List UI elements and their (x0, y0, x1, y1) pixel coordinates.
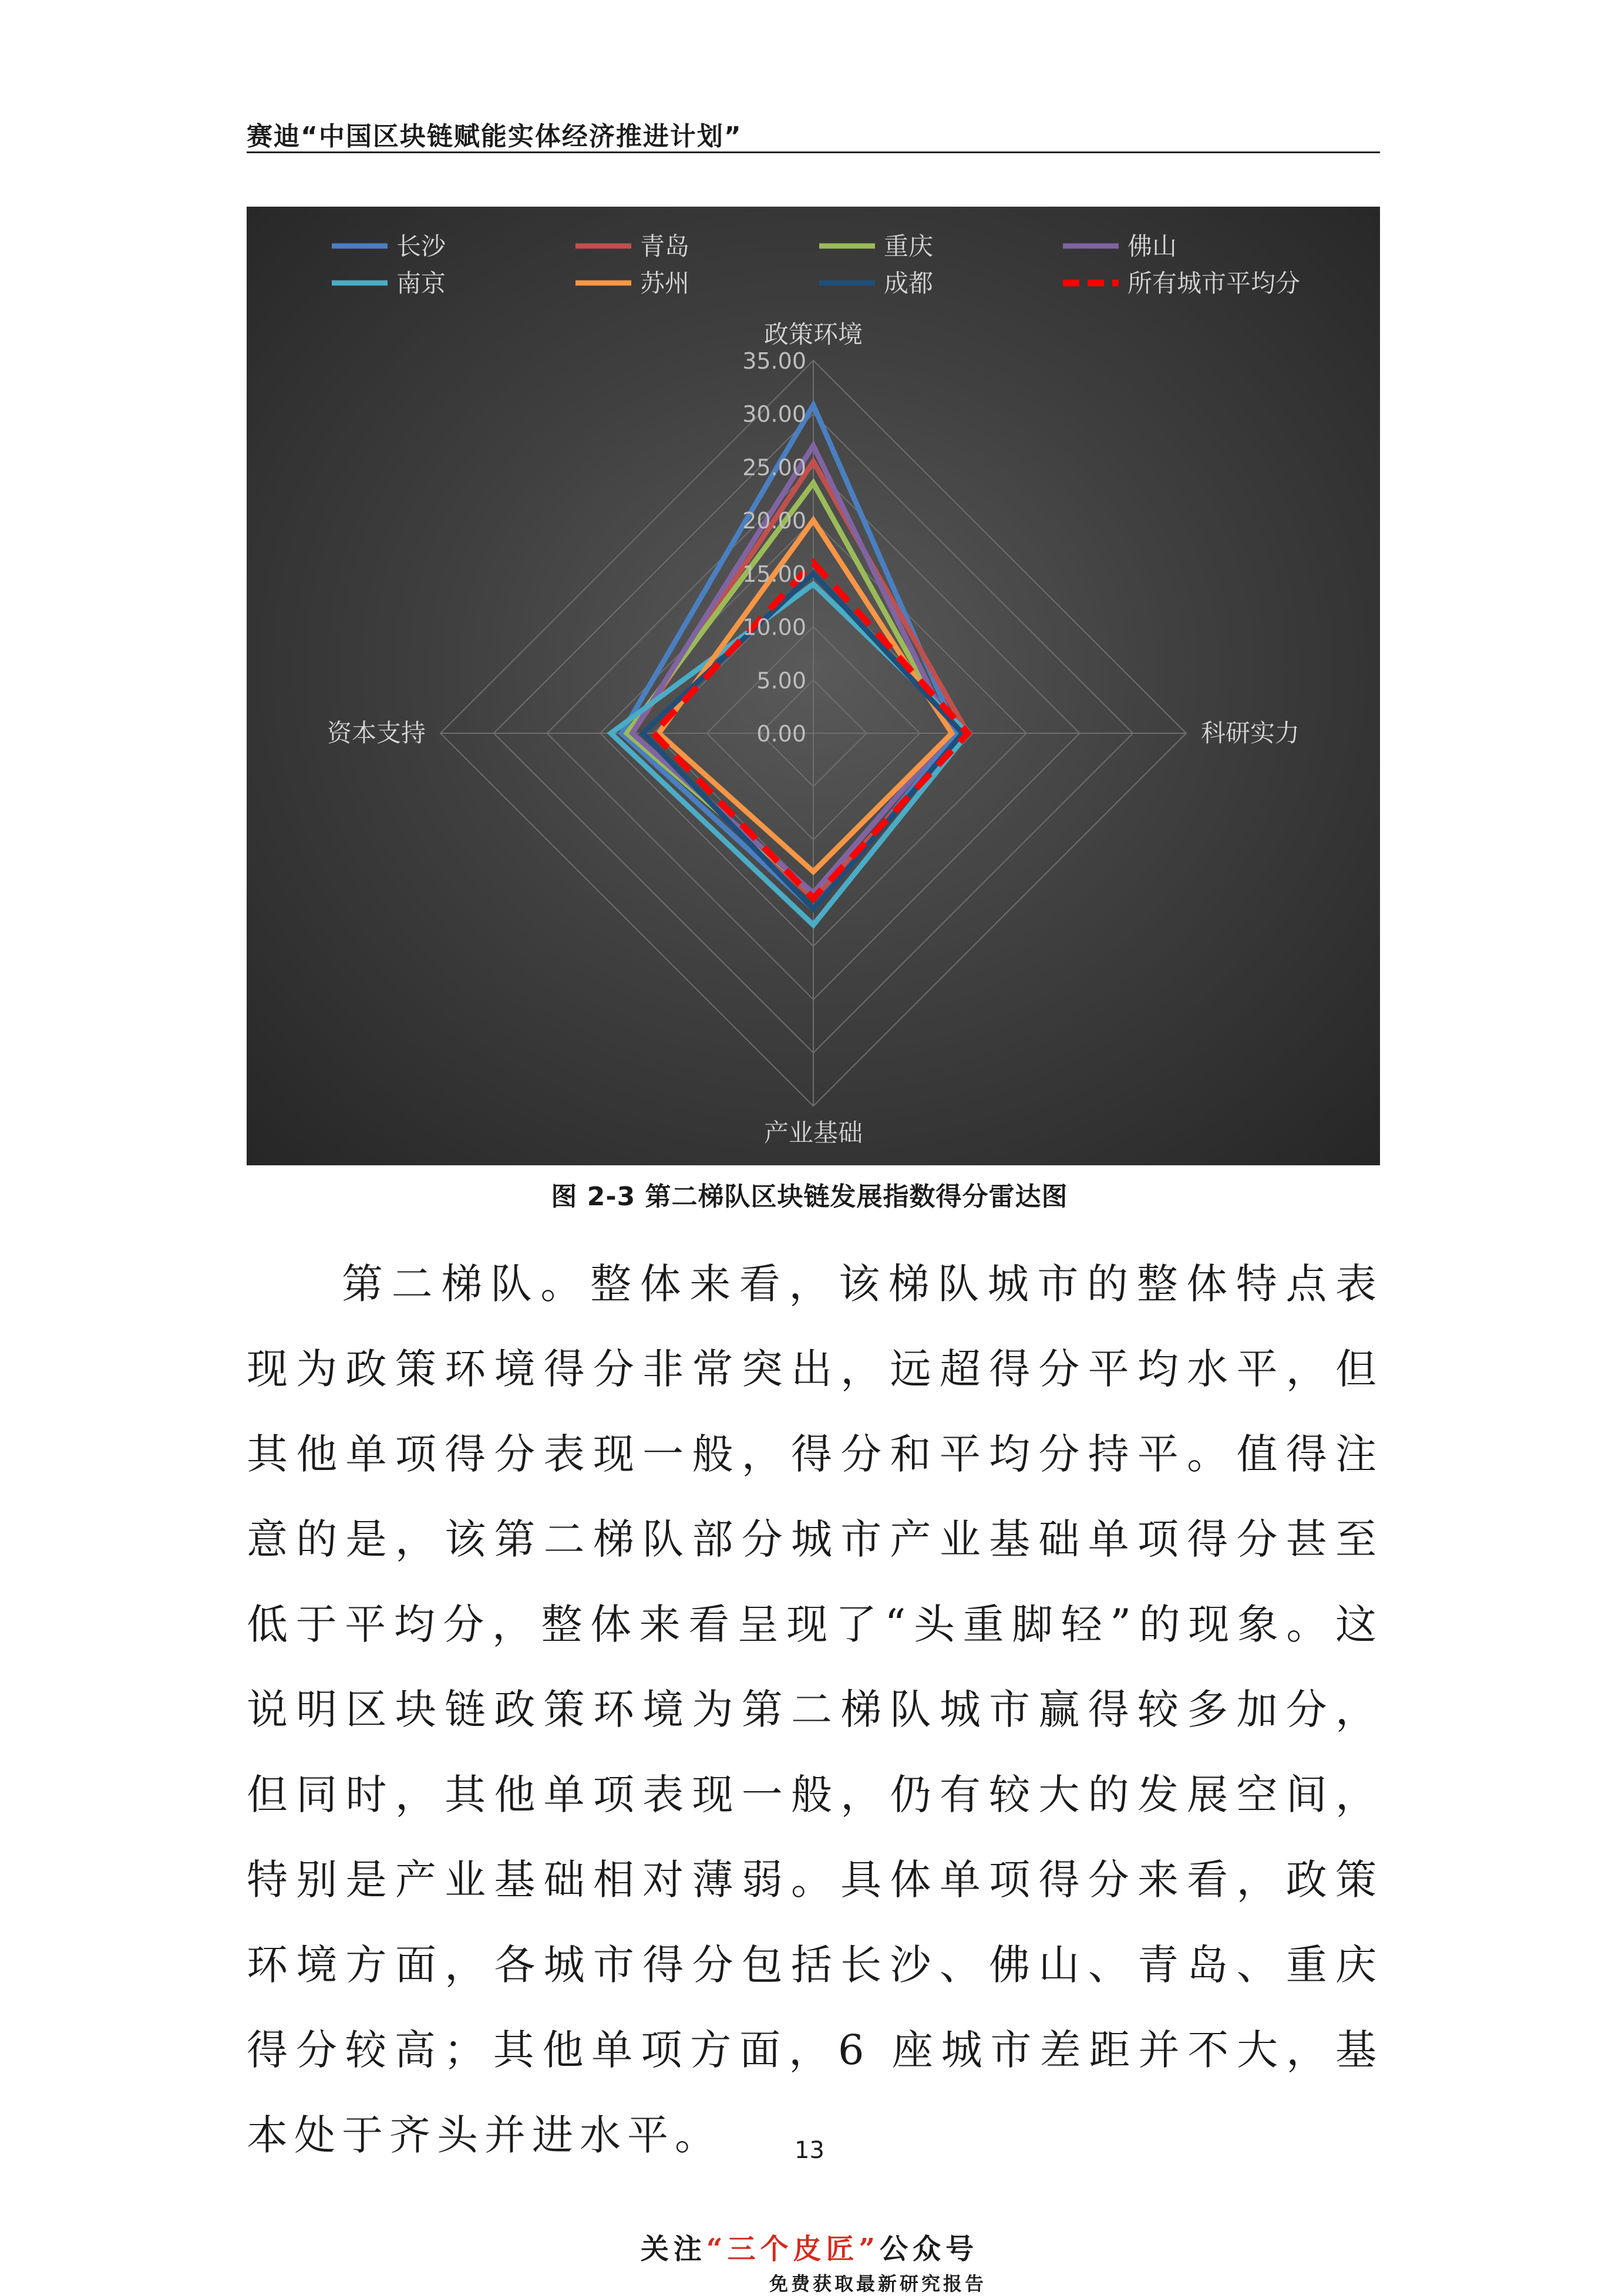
legend-label: 重庆 (884, 232, 934, 261)
radar-tick-label: 15.00 (742, 561, 806, 587)
radar-chart-svg (247, 207, 1380, 1165)
legend-label: 南京 (396, 269, 446, 298)
footer-prefix: 关注 (640, 2233, 706, 2265)
figure-caption: 图 2-3 第二梯队区块链发展指数得分雷达图 (551, 1182, 1068, 1212)
radar-tick-label: 20.00 (742, 508, 806, 534)
footer-subline: 免费获取最新研究报告 (769, 2273, 987, 2295)
radar-tick-label: 30.00 (742, 401, 806, 427)
radar-series-所有城市平均分 (654, 563, 968, 898)
footer-account-name: “三个皮匠” (706, 2233, 880, 2265)
legend-label: 青岛 (640, 232, 690, 261)
footer-suffix: 公众号 (880, 2233, 979, 2265)
legend-label: 成都 (884, 269, 934, 298)
radar-tick-label: 0.00 (756, 721, 806, 747)
radar-axis-label: 资本支持 (327, 719, 426, 747)
radar-tick-label: 25.00 (742, 454, 806, 481)
radar-axis-label: 产业基础 (763, 1118, 863, 1147)
legend-label: 所有城市平均分 (1127, 269, 1301, 298)
running-header: 赛迪“中国区块链赋能实体经济推进计划” (247, 122, 742, 151)
legend-label: 佛山 (1127, 232, 1177, 261)
body-text (247, 1242, 1383, 2178)
page-number: 13 (795, 2137, 824, 2164)
legend-label: 长沙 (396, 232, 446, 261)
footer-promo (0, 2226, 1619, 2267)
body-paragraph: 第二梯队。整体来看，该梯队城市的整体特点表现为政策环境得分非常突出，远超得分平均水平，但其他单项得分表现一般，得分和平均分持平。值得注意的是，该第二梯队部分城市产业基础单项得分甚至低于平均分，整体来看呈现了“头重脚轻”的现象。这说明区块链政策环境为第二梯队城市赢得较多加分，但同时，其他单项表现一般，仍有较大的发展空间，特别是产业基础相对薄弱。具体单项得分来看，政策环境方面，各城市得分包括长沙、佛山、青岛、重庆得分较高；其他单项方面，6 座城市差距并不大，基本处于齐头并进水平。 (247, 1260, 1383, 2159)
radar-tick-label: 5.00 (756, 667, 806, 694)
header-rule (247, 151, 1380, 153)
radar-axis-label: 科研实力 (1201, 719, 1300, 747)
radar-tick-label: 10.00 (742, 614, 806, 640)
radar-axis-label: 政策环境 (763, 320, 863, 349)
legend-label: 苏州 (640, 269, 690, 298)
radar-chart (247, 207, 1380, 1165)
radar-tick-label: 35.00 (742, 348, 806, 374)
